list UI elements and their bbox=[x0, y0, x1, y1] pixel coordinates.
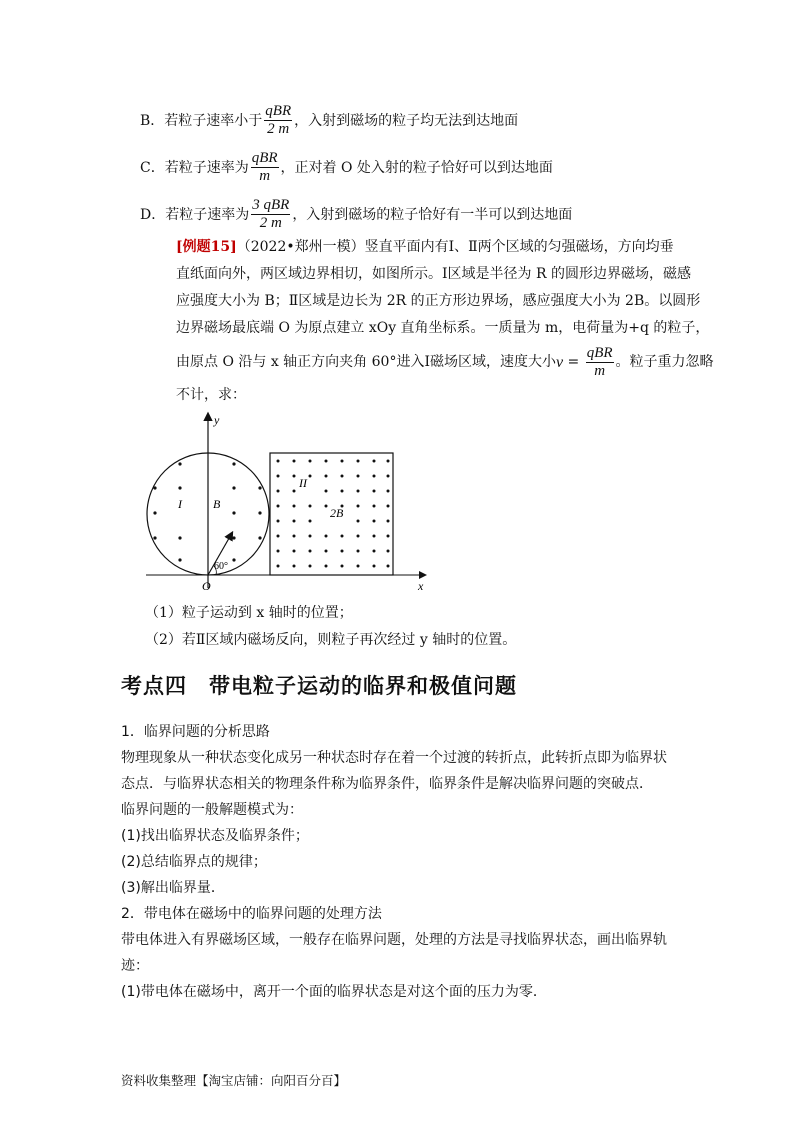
question-1: （1）粒子运动到 x 轴时的位置； bbox=[145, 605, 353, 621]
section-line: 临界问题的一般解题模式为： bbox=[121, 802, 303, 818]
region-2-label: II bbox=[299, 476, 307, 490]
example-line-6: 不计，求： bbox=[176, 387, 246, 403]
option-b-fraction bbox=[264, 103, 292, 138]
fraction-denominator: 2 m bbox=[267, 121, 290, 137]
section-line: 1．临界问题的分析思路 bbox=[121, 724, 270, 740]
magnetic-field-figure bbox=[140, 410, 440, 595]
option-d-fraction bbox=[251, 197, 290, 232]
section-line: 迹： bbox=[121, 958, 149, 974]
section-line: 物理现象从一种状态变化成另一种状态时存在着一个过渡的转折点，此转折点即为临界状 bbox=[121, 750, 667, 766]
section-line: 2．带电体在磁场中的临界问题的处理方法 bbox=[121, 906, 382, 922]
fraction-denominator: m bbox=[259, 168, 271, 184]
fraction-numerator: qBR bbox=[251, 150, 278, 166]
example-line-5-prefix: 由原点 O 沿与 x 轴正方向夹角 60°进入Ⅰ磁场区域，速度大小 bbox=[176, 353, 556, 370]
option-b bbox=[140, 103, 518, 138]
option-c-fraction bbox=[251, 150, 279, 185]
section-line: (1)带电体在磁场中，离开一个面的临界状态是对这个面的压力为零． bbox=[121, 984, 547, 1000]
fraction-denominator: m bbox=[594, 362, 606, 379]
velocity-fraction bbox=[586, 345, 614, 380]
option-b-prefix: B．若粒子速率小于 bbox=[140, 112, 263, 129]
section-title: 考点四 带电粒子运动的临界和极值问题 bbox=[121, 674, 517, 698]
section-line: 态点．与临界状态相关的物理条件称为临界条件，临界条件是解决临界问题的突破点． bbox=[121, 776, 653, 792]
example-line-1 bbox=[140, 234, 700, 261]
y-axis-label: y bbox=[214, 413, 220, 427]
fraction-denominator: 2 m bbox=[259, 215, 282, 231]
option-c-prefix: C．若粒子速率为 bbox=[140, 159, 249, 176]
example-tag: [例题15] bbox=[176, 239, 237, 255]
option-d-suffix: ，入射到磁场的粒子恰好有一半可以到达地面 bbox=[292, 206, 573, 223]
option-c-suffix: ，正对着 O 处入射的粒子恰好可以到达地面 bbox=[280, 159, 553, 176]
origin-label: O bbox=[202, 579, 211, 593]
questions bbox=[145, 600, 516, 654]
option-c bbox=[140, 150, 553, 185]
angle-label: 60° bbox=[214, 561, 228, 572]
section-line: (3)解出临界量． bbox=[121, 880, 225, 896]
section-body bbox=[121, 722, 691, 1008]
region-1-field-label: B bbox=[213, 497, 221, 511]
example-line-3: 应强度大小为 B；Ⅱ区域是边长为 2R 的正方形边界场，感应强度大小为 2B。以圆形 bbox=[176, 293, 701, 309]
example-problem bbox=[140, 234, 714, 409]
x-axis-label: x bbox=[418, 579, 424, 593]
option-d-prefix: D．若粒子速率为 bbox=[140, 206, 250, 223]
example-line-4: 边界磁场最底端 O 为原点建立 xOy 直角坐标系。一质量为 m，电荷量为+q 的粒子， bbox=[176, 320, 710, 336]
section-line: (2)总结临界点的规律； bbox=[121, 854, 267, 870]
example-line-5 bbox=[140, 342, 714, 382]
question-2: （2）若Ⅱ区域内磁场反向，则粒子再次经过 y 轴时的位置。 bbox=[145, 632, 517, 648]
section-line: 带电体进入有界磁场区域，一般存在临界问题，处理的方法是寻找临界状态，画出临界轨 bbox=[121, 932, 667, 948]
velocity-symbol: v bbox=[555, 353, 564, 371]
region-1-label: I bbox=[178, 497, 182, 511]
equals-sign: = bbox=[563, 353, 584, 370]
region-2-field-label: 2B bbox=[330, 506, 344, 520]
section-line: (1)找出临界状态及临界条件； bbox=[121, 828, 309, 844]
example-text: （2022•郑州一模）竖直平面内有Ⅰ、Ⅱ两个区域的匀强磁场，方向均垂 bbox=[236, 239, 674, 255]
fraction-numerator: qBR bbox=[265, 103, 292, 119]
option-b-suffix: ，入射到磁场的粒子均无法到达地面 bbox=[294, 112, 519, 129]
fraction-numerator: 3 qBR bbox=[252, 197, 290, 213]
example-line-2: 直纸面向外，两区域边界相切，如图所示。Ⅰ区域是半径为 R 的圆形边界磁场，磁感 bbox=[176, 266, 691, 282]
fraction-numerator: qBR bbox=[586, 344, 613, 361]
example-line-5-suffix: 。粒子重力忽略 bbox=[615, 353, 714, 370]
footer-source: 资料收集整理【淘宝店铺：向阳百分百】 bbox=[121, 1073, 347, 1088]
option-d bbox=[140, 197, 572, 232]
